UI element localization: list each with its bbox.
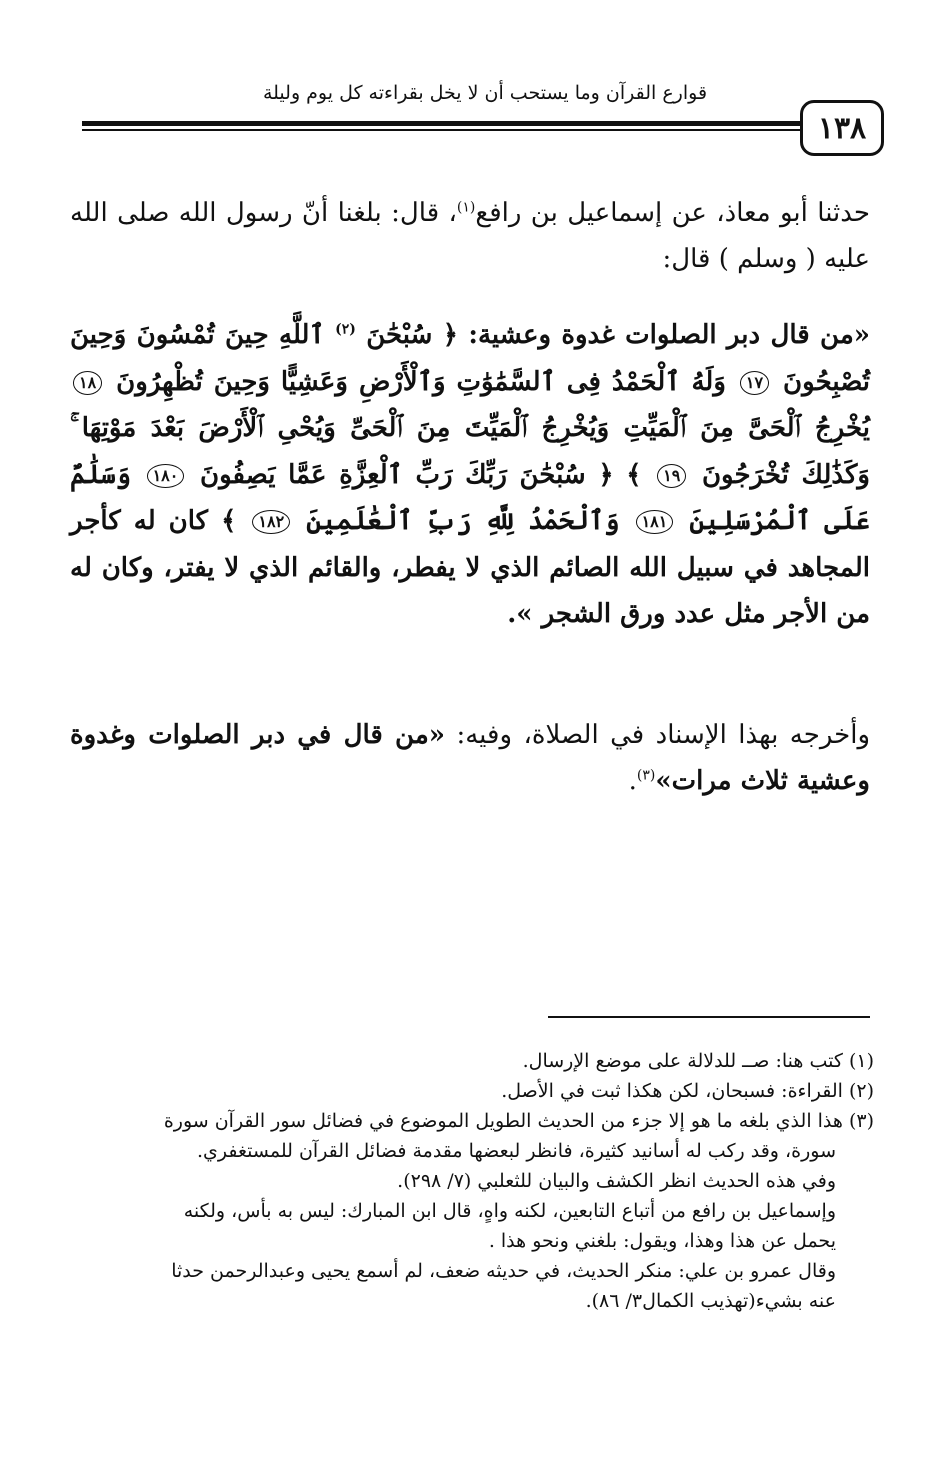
footnote-ref-2[interactable]: (٢) [335, 321, 356, 338]
footnote-separator [548, 1016, 870, 1018]
hadith-reward-text: كان له كأجر المجاهد في سبيل الله الصائم الذي لا يفطر، والقائم الذي لا يفتر، وكان له من الأجر مثل عدد ورق الشجر ». [70, 506, 870, 629]
quran-bracket-open: ﴿ [598, 459, 614, 490]
footnotes [62, 1046, 874, 1316]
hadith-intro: «من قال دبر الصلوات غدوة وعشية: [468, 320, 870, 350]
quran-bracket-open: ﴿ [442, 320, 459, 350]
takhrij-text: وأخرجه بهذا الإسناد في الصلاة، وفيه: [456, 720, 871, 750]
verse-number-marker: ١٩ [657, 464, 686, 488]
header-rule-thick [82, 121, 802, 126]
paragraph-isnad [70, 190, 870, 282]
takhrij-quote: «من قال في دبر الصلوات وغدوة وعشية ثلاث مرات» [70, 720, 870, 796]
quran-text: ٱللَّهِ حِينَ تُمْسُونَ وَحِينَ تُصْبِحُونَ [70, 320, 870, 397]
verse-number-marker: ١٨٠ [147, 464, 185, 488]
takhrij-end: . [628, 766, 637, 796]
footnote-3-line: وقال عمرو بن علي: منكر الحديث، في حديثه ضعف، لم أسمع يحيى وعبدالرحمن حدثا [171, 1260, 836, 1282]
quran-text: وَٱلْحَمْدُ لِلَّهِ رَبِّ ٱلْعَٰلَمِينَ [306, 506, 620, 536]
quran-bracket-close: ﴾ [221, 506, 237, 536]
quran-text: سُبْحَٰنَ رَبِّكَ رَبِّ ٱلْعِزَّةِ عَمَّا يَصِفُونَ [200, 459, 586, 490]
header-rule-thin [82, 129, 802, 131]
paragraph-takhrij [70, 712, 870, 804]
quran-text: وَلَهُ ٱلْحَمْدُ فِى ٱلسَّمَٰوَٰتِ وَٱلْأَرْضِ وَعَشِيًّا وَحِينَ تُظْهِرُونَ [116, 366, 726, 397]
isnad-text: حدثنا أبو معاذ، عن إسماعيل بن رافع [475, 198, 870, 228]
page-number [800, 100, 884, 156]
footnote-ref-1[interactable]: (١) [456, 199, 476, 216]
running-header-title: قوارع القرآن وما يستحب أن لا يخل بقراءته كل يوم وليلة [262, 82, 708, 104]
paragraph-hadith [70, 312, 870, 638]
footnote-1: (١) كتب هنا: صــ للدلالة على موضع الإرسال. [522, 1050, 874, 1072]
isnad-text-rest: ، قال: بلغنا أنّ رسول الله صلى الله عليه ( وسلم ) قال: [70, 198, 870, 274]
quran-text: سُبْحَٰنَ [366, 320, 433, 350]
footnote-3-line: عنه بشيء(تهذيب الكمال٣/ ٨٦). [585, 1290, 836, 1312]
footnote-3: (٣) هذا الذي بلغه ما هو إلا جزء من الحديث الطويل الموضوع في فضائل سور القرآن سورة [163, 1110, 874, 1132]
footnote-ref-3[interactable]: (٣) [636, 767, 656, 784]
quran-text: يُخْرِجُ ٱلْحَىَّ مِنَ ٱلْمَيِّتِ وَيُخْرِجُ ٱلْمَيِّتَ مِنَ ٱلْحَىِّ وَيُحْىِ ٱلْأَرْضَ بَعْدَ مَوْتِهَا ۚ وَكَذَٰلِكَ تُخْرَجُونَ [70, 413, 870, 490]
footnote-3-line: سورة، وقد ركب له أسانيد كثيرة، فانظر لبعضها مقدمة فضائل القرآن للمستغفري. [197, 1140, 836, 1162]
quran-text: وَسَلَٰمٌ عَلَى ٱلْمُرْسَلِينَ [70, 459, 871, 536]
verse-number-marker: ١٨١ [636, 510, 674, 534]
footnote-3-line: يحمل عن هذا وهذا، ويقول: بلغني ونحو هذا . [488, 1230, 836, 1252]
verse-number-marker: ١٨ [73, 371, 102, 395]
quran-bracket-close: ﴾ [626, 459, 642, 490]
page-number-text: ١٣٨ [817, 110, 867, 146]
verse-number-marker: ١٨٢ [252, 510, 290, 534]
footnote-3-line: وإسماعيل بن رافع من أتباع التابعين، لكنه واهٍ، قال ابن المبارك: ليس به بأس، ولكنه [183, 1200, 836, 1222]
footnote-3-line: وفي هذه الحديث انظر الكشف والبيان للثعلبي (٧/ ٢٩٨). [397, 1170, 836, 1192]
footnote-2: (٢) القراءة: فسبحان، لكن هكذا ثبت في الأصل. [501, 1080, 874, 1102]
verse-number-marker: ١٧ [740, 371, 769, 395]
